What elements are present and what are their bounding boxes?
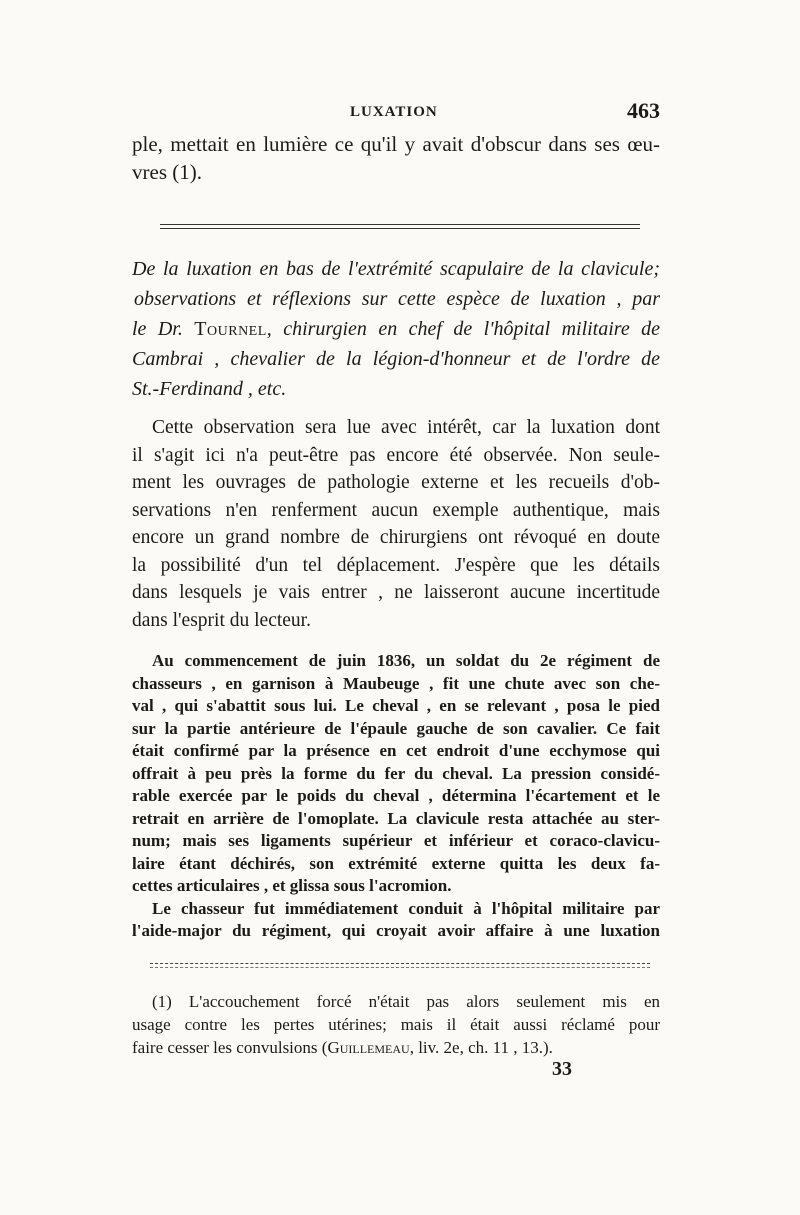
text-line: val , qui s'abattit sous lui. Le cheval , en se relevant , posa le pied bbox=[132, 696, 660, 715]
text-line: la possibilité d'un tel déplacement. J'espère que les détails bbox=[132, 554, 660, 576]
text-line: Le chasseur fut immédiatement conduit à l'hôpital militaire par bbox=[152, 898, 660, 918]
author-prefix: le Dr. bbox=[132, 318, 183, 340]
author-name: Tournel bbox=[194, 318, 267, 340]
text-line: ment les ouvrages de pathologie externe et les recueils d'ob- bbox=[132, 472, 660, 493]
text-line: ple, mettait en lumière ce qu'il y avait d'obscur dans ses œu- bbox=[132, 132, 660, 156]
footnote-divider bbox=[150, 963, 650, 964]
title-line: St.-Ferdinand , etc. bbox=[132, 378, 287, 400]
text-line: Cette observation sera lue avec intérêt, car la luxation dont bbox=[152, 417, 660, 438]
text-line: chasseurs , en garnison à Maubeuge , fit une chute avec son che- bbox=[132, 673, 660, 693]
author-suffix: , chirurgien en chef de l'hôpital militaire de bbox=[266, 318, 661, 340]
footnote bbox=[132, 990, 660, 1059]
text-line: était confirmé par la présence en cet endroit d'une ecchymose qui bbox=[132, 741, 660, 760]
text-line: dans lesquels je vais entrer , ne laisseront aucune incertitude bbox=[132, 582, 660, 603]
text-line: rable exercée par le poids du cheval , détermina l'écartement et le bbox=[132, 786, 660, 805]
footnote-text: faire cesser les convulsions ( bbox=[132, 1038, 328, 1057]
text-line: vres (1). bbox=[132, 160, 202, 184]
title-line: De la luxation en bas de l'extrémité scapulaire de la clavicule; bbox=[132, 258, 660, 280]
section-divider bbox=[160, 224, 640, 225]
footnote-text: , liv. 2e, ch. 11 , 13.). bbox=[409, 1038, 553, 1057]
article-title bbox=[132, 254, 660, 404]
text-line: Au commencement de juin 1836, un soldat du 2e régiment de bbox=[152, 651, 660, 670]
title-line: observations et réflexions sur cette espèce de luxation , par bbox=[134, 288, 660, 310]
text-line: offrait à peu près la forme du fer du cheval. La pression considé- bbox=[132, 763, 660, 783]
text-line: retrait en arrière de l'omoplate. La clavicule resta attachée au ster- bbox=[132, 808, 660, 828]
text-line: l'aide-major du régiment, qui croyait avoir affaire à une luxation bbox=[132, 921, 660, 940]
footnote-divider bbox=[150, 967, 650, 968]
footnote-line bbox=[132, 1036, 660, 1059]
page-number: 463 bbox=[627, 98, 660, 123]
section-divider bbox=[160, 228, 640, 229]
intro-paragraph bbox=[132, 414, 660, 634]
running-head-title: LUXATION bbox=[350, 104, 438, 120]
text-line: cettes articulaires , et glissa sous l'acromion. bbox=[132, 876, 452, 895]
text-line: il s'agit ici n'a peut-être pas encore été observée. Non seule- bbox=[132, 444, 660, 466]
observation-text bbox=[132, 650, 660, 943]
text-line: dans l'esprit du lecteur. bbox=[132, 609, 311, 631]
text-line: num; mais ses ligaments supérieur et inférieur et coraco-clavicu- bbox=[132, 831, 660, 850]
footnote-author: Guillemeau bbox=[327, 1038, 410, 1057]
title-line: Cambrai , chevalier de la légion-d'honneur et de l'ordre de bbox=[132, 348, 660, 370]
text-line: servations n'en renferment aucun exemple authentique, mais bbox=[132, 499, 660, 521]
text-line: sur la partie antérieure de l'épaule gauche de son cavalier. Ce fait bbox=[132, 718, 660, 738]
footnote-line: (1) L'accouchement forcé n'était pas alors seulement mis en bbox=[152, 992, 660, 1011]
continuation-text bbox=[132, 130, 660, 186]
text-line: encore un grand nombre de chirurgiens ont révoqué en doute bbox=[132, 527, 660, 548]
footnote-line: usage contre les pertes utérines; mais il était aussi réclamé pour bbox=[132, 1015, 660, 1034]
signature-mark: 33 bbox=[552, 1058, 572, 1080]
title-author-line bbox=[132, 314, 660, 344]
text-line: laire étant déchirés, son extrémité externe quitta les deux fa- bbox=[132, 853, 660, 873]
